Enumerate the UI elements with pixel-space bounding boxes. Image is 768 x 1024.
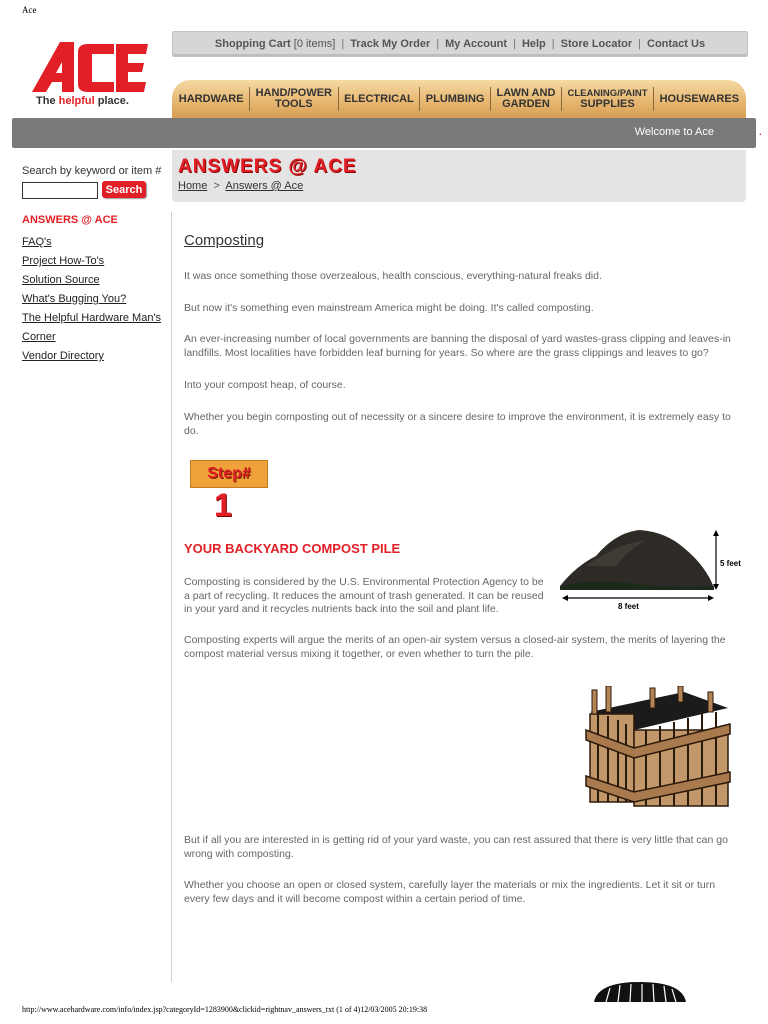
banner-title: ANSWERS @ ACE <box>178 156 357 177</box>
ace-wordmark-logo <box>30 40 150 95</box>
cart-count: [0 items] <box>290 38 336 50</box>
help-link[interactable]: Help <box>521 38 546 50</box>
nav-housewares[interactable]: HOUSEWARES <box>659 92 740 105</box>
breadcrumb <box>178 180 303 192</box>
left-nav-project-how-tos[interactable]: Project How-To's <box>22 255 105 267</box>
left-nav-whats-bugging-you[interactable]: What's Bugging You? <box>22 293 127 305</box>
step-number: 1 <box>214 487 232 523</box>
left-nav-heading: ANSWERS @ ACE <box>22 214 118 226</box>
article-paragraph: Whether you begin composting out of necessity or a sincere desire to improve the environment, it is extremely easy to do. <box>184 411 731 437</box>
column-divider <box>171 212 172 982</box>
search-input[interactable] <box>22 182 98 199</box>
nav-divider <box>490 87 491 111</box>
search-button[interactable]: Search <box>102 181 146 198</box>
compost-bin-illustration <box>584 686 732 812</box>
nav-divider <box>338 87 339 111</box>
category-nav <box>172 80 746 118</box>
nav-hand-power-tools[interactable]: HAND/POWER TOOLS <box>255 87 332 110</box>
article-paragraph: An ever-increasing number of local governments are banning the disposal of yard wastes-grass clipping and leaves-in landfills. Most localities have forbidden leaf burning for years. So where are the grass clippings and leaves to go? <box>184 333 731 359</box>
left-nav <box>22 233 162 366</box>
separator: | <box>341 38 345 50</box>
logo-tagline: The helpful place. <box>36 95 129 107</box>
section-banner <box>172 150 746 202</box>
nav-divider <box>561 87 562 111</box>
separator: | <box>436 38 440 50</box>
article-paragraph: Whether you choose an open or closed system, carefully layer the materials or mix the ingredients. Let it sit or turn every few days and it will become compost within a certain period of time. <box>184 879 716 905</box>
article-title: Composting <box>184 232 265 249</box>
nav-electrical[interactable]: ELECTRICAL <box>344 92 414 105</box>
breadcrumb-separator: > <box>213 180 220 192</box>
article-paragraph: Composting experts will argue the merits of an open-air system versus a closed-air system, the merits of layering the compost material versus mixing it together, or even whether to turn the pile. <box>184 634 726 660</box>
nav-cleaning-paint[interactable]: CLEANING/PAINT SUPPLIES <box>567 88 648 110</box>
nav-hardware[interactable]: HARDWARE <box>178 92 244 105</box>
welcome-bar <box>12 118 762 148</box>
welcome-marker: . <box>758 124 762 138</box>
article-paragraph: But if all you are interested in is getting rid of your yard waste, you can rest assured that there is very little that can go wrong with composting. <box>184 834 728 860</box>
nav-divider <box>653 87 654 111</box>
store-locator-link[interactable]: Store Locator <box>560 38 633 50</box>
left-nav-helpful-hardware-man-corner[interactable]: Corner <box>22 331 56 343</box>
separator: | <box>551 38 555 50</box>
step-badge: Step# <box>190 460 268 488</box>
utility-nav <box>172 31 748 57</box>
track-order-link[interactable]: Track My Order <box>350 38 431 50</box>
print-footer-url: http://www.acehardware.com/info/index.jsp?categoryId=1283900&clickid=rightnav_answers_txt (1 of 4)12/03/2005 20:19:38 <box>22 1005 428 1014</box>
nav-lawn-garden[interactable]: LAWN AND GARDEN <box>496 87 556 110</box>
left-nav-vendor-directory[interactable]: Vendor Directory <box>22 350 104 362</box>
breadcrumb-home[interactable]: Home <box>178 180 208 192</box>
separator: | <box>638 38 642 50</box>
ace-logo[interactable] <box>30 40 150 112</box>
search-label: Search by keyword or item # <box>22 165 162 177</box>
compost-pile-illustration <box>556 526 748 612</box>
print-page-title: Ace <box>22 5 37 15</box>
nav-divider <box>419 87 420 111</box>
separator: | <box>513 38 516 50</box>
pile-height-label: 5 feet <box>720 559 741 568</box>
article-paragraph: Into your compost heap, of course. <box>184 379 346 391</box>
article-paragraph: It was once something those overzealous, health conscious, everything-natural freaks did. <box>184 270 602 282</box>
section-heading: YOUR BACKYARD COMPOST PILE <box>184 541 401 556</box>
article-paragraph: Composting is considered by the U.S. Environmental Protection Agency to be a part of recycling. It reduces the amount of trash generated. It can be reused in your yard and it recycles nutrients back into the soil and plant life. <box>184 576 544 615</box>
nav-divider <box>249 87 250 111</box>
compost-tumbler-illustration <box>592 980 688 1002</box>
pile-width-label: 8 feet <box>618 602 639 611</box>
left-nav-helpful-hardware-man[interactable]: The Helpful Hardware Man's <box>22 312 162 324</box>
nav-plumbing[interactable]: PLUMBING <box>425 92 485 105</box>
contact-us-link[interactable]: Contact Us <box>647 38 706 50</box>
shopping-cart-link[interactable]: Shopping Cart [0 items] <box>214 38 336 50</box>
left-nav-faqs[interactable]: FAQ's <box>22 236 52 248</box>
article-paragraph: But now it's something even mainstream America might be doing. It's called composting. <box>184 302 594 314</box>
my-account-link[interactable]: My Account <box>445 38 508 50</box>
left-nav-solution-source[interactable]: Solution Source <box>22 274 100 286</box>
welcome-text: Welcome to Ace <box>634 126 714 138</box>
breadcrumb-current[interactable]: Answers @ Ace <box>225 180 304 192</box>
